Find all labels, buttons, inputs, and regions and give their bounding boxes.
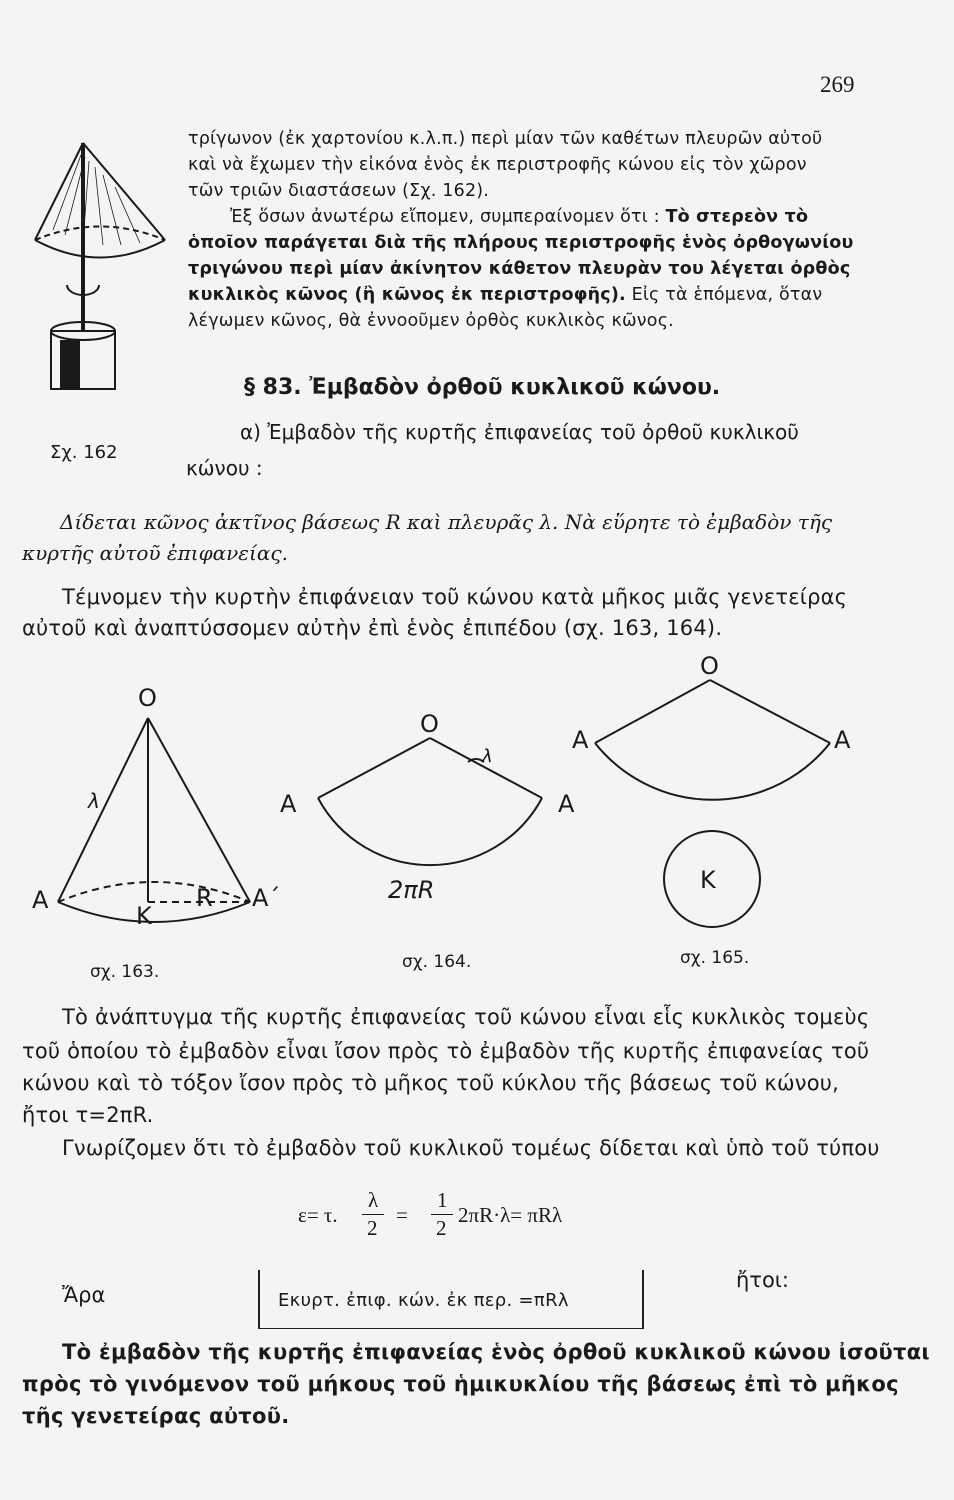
- paragraph-line: αὐτοῦ καὶ ἀναπτύσσομεν αὐτὴν ἐπὶ ἑνὸς ἐπιπέδου (σχ. 163, 164).: [22, 616, 723, 640]
- fig164-apex-label: O: [420, 710, 439, 738]
- fig163-right-edge: [148, 718, 250, 902]
- theorem-line: πρὸς τὸ γινόμενον τοῦ μήκους τοῦ ἡμικυκλίου τῆς βάσεως ἐπὶ τὸ μῆκος: [22, 1372, 899, 1396]
- fig165-circle-label: K: [700, 866, 716, 894]
- formula-equals: =: [396, 1203, 408, 1227]
- fig163-center-label: K: [136, 902, 152, 930]
- formula-fraction-2-numerator: 1: [437, 1188, 448, 1212]
- figure-163-caption: σχ. 163.: [90, 962, 160, 982]
- fig163-radius-label: R: [196, 884, 213, 912]
- intro-line: [188, 285, 822, 305]
- fig162-cone-right-edge: [83, 143, 165, 240]
- figure-163-cone: [20, 680, 280, 950]
- formula-fraction-1-numerator: λ: [368, 1188, 379, 1212]
- fig164-arc: [318, 798, 542, 865]
- figure-165-caption: σχ. 165.: [680, 948, 750, 968]
- intro-line: [230, 207, 808, 227]
- formula-fraction-2-bar: [431, 1214, 453, 1215]
- fig165-right-label: A: [834, 726, 851, 754]
- fig163-base-back: [58, 882, 250, 902]
- formula-fraction-1-bar: [362, 1214, 384, 1215]
- fig163-apex-label: O: [138, 684, 157, 712]
- paragraph-line: Τὸ ἀνάπτυγμα τῆς κυρτῆς ἐπιφανείας τοῦ κώνου εἶναι εἷς κυκλικὸς τομεὺς: [62, 1005, 870, 1029]
- paragraph-line: Γνωρίζομεν ὅτι τὸ ἐμβαδὸν τοῦ κυκλικοῦ τομέως δίδεται καὶ ὑπὸ τοῦ τύπου: [62, 1136, 880, 1160]
- definition-line: τριγώνου περὶ μίαν ἀκίνητον κάθετον πλευρὰν του λέγεται ὀρθὸς: [188, 259, 851, 279]
- figure-164-sector: [270, 700, 590, 920]
- theorem-line: τῆς γενετείρας αὐτοῦ.: [22, 1404, 290, 1428]
- fig164-right-label: A: [558, 790, 575, 818]
- section-heading: § 83. Ἐμβαδὸν ὀρθοῦ κυκλικοῦ κώνου.: [244, 375, 721, 400]
- fig162-base-front: [35, 240, 165, 258]
- fig163-left-edge: [58, 718, 148, 902]
- theorem-line: Τὸ ἐμβαδὸν τῆς κυρτῆς ἐπιφανείας ἑνὸς ὀρθοῦ κυκλικοῦ κώνου ἰσοῦται: [62, 1340, 930, 1364]
- boxed-formula: Eκυρτ. ἐπιφ. κών. ἐκ περ. =πRλ: [278, 1290, 569, 1311]
- intro-line: τῶν τριῶν διαστάσεων (Σχ. 162).: [188, 181, 490, 201]
- fig162-base-shadow: [61, 341, 79, 389]
- fig162-base-back: [35, 227, 165, 241]
- figure-162-cone-spindle: [25, 135, 185, 405]
- problem-line: Δίδεται κῶνος ἀκτῖνος βάσεως R καὶ πλευρᾶς λ. Νὰ εὕρητε τὸ ἐμβαδὸν τῆς: [60, 510, 833, 534]
- paragraph-line: τοῦ ὁποίου τὸ ἐμβαδὸν εἶναι ἴσον πρὸς τὸ ἐμβαδὸν τῆς κυρτῆς ἐπιφανείας τοῦ: [22, 1039, 870, 1063]
- ara-label: Ἄρα: [62, 1283, 106, 1307]
- intro-line: καὶ νὰ ἔχωμεν τὴν εἰκόνα ἑνὸς ἐκ περιστροφῆς κώνου εἰς τὸν χῶρον: [188, 155, 807, 175]
- formula-fraction-2-denominator: 2: [436, 1216, 447, 1240]
- paragraph-line: ἤτοι τ=2πR.: [22, 1103, 154, 1127]
- fig165-apex-label: O: [700, 652, 719, 680]
- fig165-arc: [595, 743, 830, 800]
- intro-text: Εἰς τὰ ἑπόμενα, ὅταν: [631, 285, 823, 305]
- subheading: α) Ἐμβαδὸν τῆς κυρτῆς ἐπιφανείας τοῦ ὀρθοῦ κυκλικοῦ: [240, 420, 799, 444]
- fig165-left-label: A: [572, 726, 589, 754]
- fig162-hatching: [53, 155, 140, 245]
- figure-165-sector-circle: [560, 650, 860, 950]
- intro-text: Ἐξ ὅσων ἀνωτέρω εἴπομεν, συμπεραίνομεν ὅτι :: [230, 207, 660, 227]
- definition-line: ὁποῖον παράγεται διὰ τῆς πλήρους περιστροφῆς ἑνὸς ὀρθογωνίου: [188, 233, 854, 253]
- intro-line: λέγωμεν κῶνος, θὰ ἐννοοῦμεν ὀρθὸς κυκλικὸς κῶνος.: [188, 311, 674, 331]
- formula-rhs: 2πR·λ= πRλ: [458, 1203, 563, 1227]
- fig163-base-front: [58, 902, 250, 922]
- fig164-left-radius: [318, 738, 430, 798]
- problem-line: κυρτῆς αὐτοῦ ἐπιφανείας.: [22, 541, 288, 565]
- formula-fraction-1-denominator: 2: [367, 1216, 378, 1240]
- fig164-arc-label: 2πR: [388, 876, 435, 904]
- fig165-right-radius: [710, 680, 830, 743]
- page-number: 269: [820, 72, 855, 97]
- fig164-left-label: A: [280, 790, 297, 818]
- fig164-slant-label: λ: [482, 746, 493, 767]
- figure-162-caption: Σχ. 162: [50, 442, 118, 463]
- fig163-right-label: A΄: [252, 884, 281, 912]
- subheading: κώνου :: [186, 456, 263, 480]
- formula-lhs: ε= τ.: [298, 1203, 338, 1227]
- figure-164-caption: σχ. 164.: [402, 952, 472, 972]
- definition-start: Τὸ στερεὸν τὸ: [665, 207, 809, 227]
- intro-line: τρίγωνον (ἐκ χαρτονίου κ.λ.π.) περὶ μίαν τῶν καθέτων πλευρῶν αὐτοῦ: [188, 129, 823, 149]
- itoi-label: ἤτοι:: [736, 1268, 789, 1292]
- fig163-left-label: A: [32, 886, 49, 914]
- paragraph-line: Τέμνομεν τὴν κυρτὴν ἐπιφάνειαν τοῦ κώνου κατὰ μῆκος μιᾶς γενετείρας: [62, 585, 848, 609]
- definition-end: κυκλικὸς κῶνος (ἢ κῶνος ἐκ περιστροφῆς).: [188, 285, 626, 305]
- fig163-slant-label: λ: [88, 789, 100, 813]
- paragraph-line: κώνου καὶ τὸ τόξον ἴσον πρὸς τὸ μῆκος τοῦ κύκλου τῆς βάσεως τοῦ κώνου,: [22, 1071, 839, 1095]
- fig165-left-radius: [595, 680, 710, 743]
